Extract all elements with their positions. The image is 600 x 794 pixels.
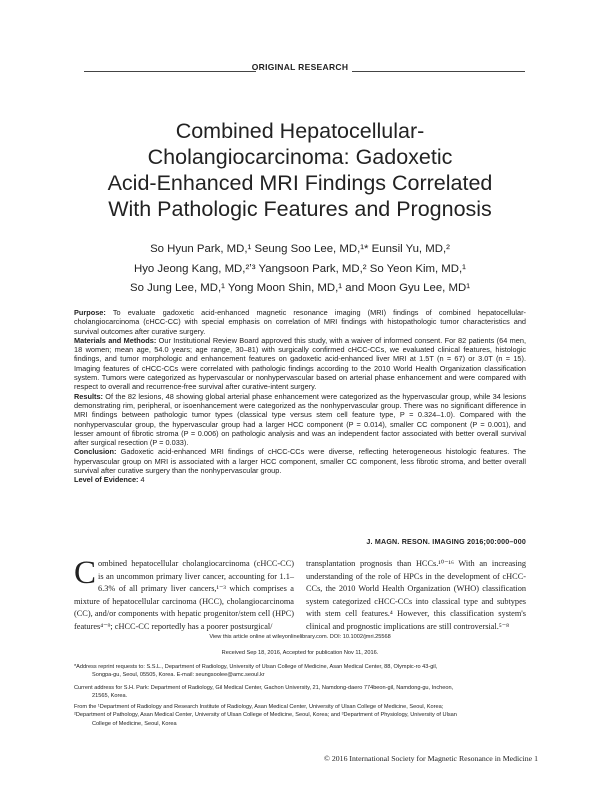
reprint-address: [74, 663, 526, 680]
affiliations: [74, 703, 526, 728]
page-footer: © 2016 International Society for Magnetic Resonance in Medicine 1: [324, 754, 538, 763]
purpose-label: Purpose:: [74, 308, 106, 317]
body-column-left: [74, 555, 294, 634]
affiliation-line: From the ¹Department of Radiology and Research Institute of Radiology, Asan Medical Center, University of Ulsan College of Medicine, Seoul, Korea;: [74, 704, 444, 710]
body-text-left: ombined hepatocellular cholangiocarcinoma (cHCC-CC) is an uncommon primary liver cancer, accounting for 1.1–6.3% of all primary liver cancers,¹⁻³ which comprises a mixture of hepatocellular carcinoma (HCC), cholangiocarcinoma (CC), and/or components with hepatic progenitor/stem cell (HPC) features⁴⁻⁹; cHCC-CC reportedly has a poorer postsurgical/: [74, 559, 294, 631]
drop-cap: C: [74, 555, 97, 591]
abstract-methods: [74, 336, 526, 392]
author-line: So Jung Lee, MD,¹ Yong Moon Shin, MD,¹ and Moon Gyu Lee, MD¹: [130, 282, 470, 294]
online-notice: View this article online at wileyonlinelibrary.com. DOI: 10.1002/jmri.25568: [209, 634, 391, 640]
author-line: So Hyun Park, MD,¹ Seung Soo Lee, MD,¹* Eunsil Yu, MD,²: [150, 243, 450, 255]
methods-text: Our Institutional Review Board approved this study, with a waiver of informed consent. For 82 patients (64 men, 18 women; mean age, 54.0 years; age range, 30–81) with surgically confirmed cHCC-CCs, we evaluated clinical features, histologic findings, and tumor morphologic and enhancement features on gadoxetic acid-enhanced liver MRI at 1.5T (n = 67) or 3.0T (n = 15). Imaging features of cHCC-CCs were correlated with pathologic findings according to the 2010 World Health Organization classification system. Tumors were categorized as hypervascular or nonhypervascular based on arterial phase enhancement and were compared with respect to overall and recurrence-free survival after curative-intent surgery.: [74, 335, 526, 392]
evidence-text: 4: [138, 475, 145, 485]
purpose-text: To evaluate gadoxetic acid-enhanced magnetic resonance imaging (MRI) findings of combined hepatocellular-cholangiocarcinoma (cHCC-CC) with special emphasis on correlation of MRI findings with histopathologic tumor characteristics and survival outcomes after curative surgery.: [74, 308, 526, 336]
current-address: [74, 684, 526, 701]
journal-citation: J. MAGN. RESON. IMAGING 2016;00:000–000: [366, 538, 526, 546]
address-line: *Address reprint requests to: S.S.L., Department of Radiology, University of Ulsan College of Medicine, Asan Medical Center, 88, Olympic-ro 43-gil,: [74, 664, 438, 670]
affiliation-line: College of Medicine, Seoul, Korea: [92, 720, 177, 727]
conclusion-label: Conclusion:: [74, 447, 117, 457]
methods-label: Materials and Methods:: [74, 335, 157, 345]
current-address-line: 21565, Korea.: [92, 693, 128, 700]
abstract-purpose: [74, 308, 526, 336]
section-label: ORIGINAL RESEARCH: [251, 62, 349, 72]
author-line: Hyo Jeong Kang, MD,²ʼ³ Yangsoon Park, MD,² So Yeon Kim, MD,¹: [134, 262, 466, 275]
affiliation-line: ²Department of Pathology, Asan Medical Center, University of Ulsan College of Medicine, Seoul, Korea; and ³Department of Physiology, University of Ulsan: [74, 712, 457, 719]
abstract-evidence: [74, 475, 526, 484]
results-label: Results:: [74, 391, 103, 401]
abstract: [74, 308, 526, 485]
conclusion-text: Gadoxetic acid-enhanced MRI findings of cHCC-CCs were diverse, reflecting heterogeneous histologic features. The hypervascular group on MRI is associated with a larger HCC component, smaller CC component, less fibrotic stroma, and better overall survival after curative surgery than the nonhypervascular group.: [74, 447, 526, 476]
results-text: Of the 82 lesions, 48 showing global arterial phase enhancement were categorized as the hypervascular group, while 34 lesions demonstrating rim, peripheral, or isoenhancement were categorized as the nonhypervascular group. There was no significant difference in MRI findings between pathologic tumor types (classical type versus stem cell feature type, P = 0.324–1.0). Compared with the nonhypervascular group, the hypervascular group had a larger HCC component (P = 0.014), smaller CC component (P = 0.001), and lesser amount of fibrotic stroma (P = 0.006) on pathologic analysis and was an independent factor associated with better overall survival after surgical resection (P = 0.033).: [74, 391, 526, 448]
title-line: Acid-Enhanced MRI Findings Correlated: [107, 171, 493, 195]
body-column-right: [306, 558, 526, 634]
current-address-line: Current address for S.H. Park: Department of Radiology, Gil Medical Center, Gachon University, 21, Namdong-daero 774beon-gil, Namdong-gu, Incheon,: [74, 685, 454, 691]
body-text-right: transplantation prognosis than HCCs.¹⁰⁻¹⁶ With an increasing understanding of the role of HPCs in the development of cHCC-CCs, the 2010 World Health Organization (WHO) classification system categorized cHCC-CCs into classical type and subtypes with stem cell features.⁴ However, this classification system's clinical and prognostic implications are still controversial.⁵⁻⁸: [306, 559, 526, 631]
author-list: [60, 240, 540, 299]
article-title: [60, 118, 540, 222]
title-line: Combined Hepatocellular-: [175, 119, 425, 143]
abstract-results: [74, 392, 526, 448]
title-line: Cholangiocarcinoma: Gadoxetic: [147, 145, 453, 169]
evidence-label: Level of Evidence:: [74, 475, 139, 485]
received-dates: Received Sep 18, 2016, Accepted for publication Nov 11, 2016.: [221, 650, 379, 656]
address-line: Songpa-gu, Seoul, 05505, Korea. E-mail: seungsoolee@amc.seoul.kr: [92, 672, 265, 679]
section-rule-left: [84, 71, 256, 72]
abstract-conclusion: [74, 447, 526, 475]
section-rule-right: [352, 71, 525, 72]
title-line: With Pathologic Features and Prognosis: [108, 197, 492, 221]
